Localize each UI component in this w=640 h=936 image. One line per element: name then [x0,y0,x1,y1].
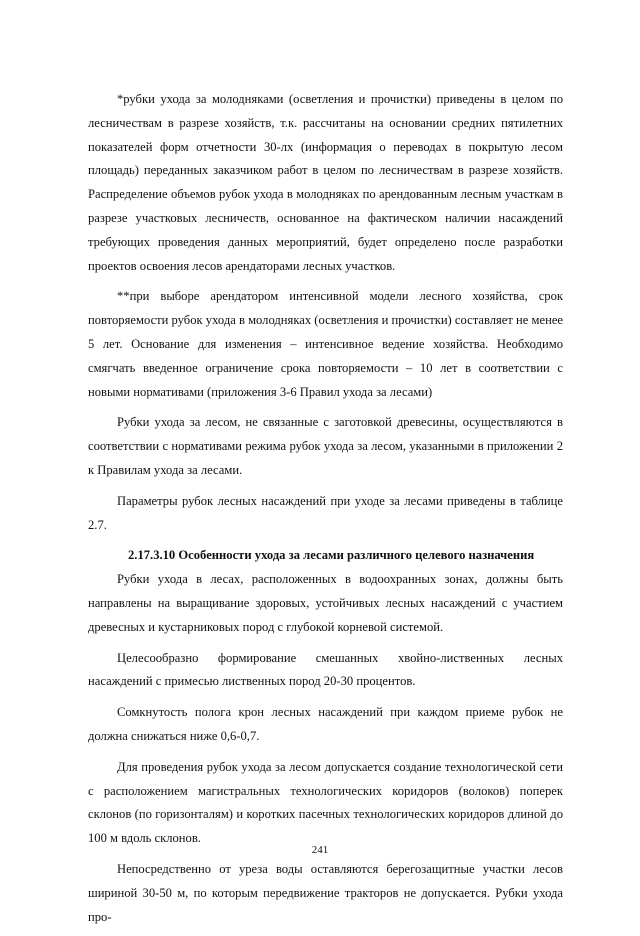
page-body [88,88,563,936]
paragraph-shore-protection: Непосредственно от уреза воды оставляются берегозащитные участки лесов шириной 30-50 м, по которым передвижение тракторов не допускается. Рубки ухода про- [88,861,563,924]
paragraph-water-protection-zones: Рубки ухода в лесах, расположенных в водоохранных зонах, должны быть направлены на выращивание здоровых, устойчивых лесных насаждений с участием древесных и кустарниковых пород с глубокой корневой системой. [88,572,563,634]
page-number: 241 [311,844,329,856]
section-heading: 2.17.3.10 Особенности ухода за лесами различного целевого назначения [128,548,535,563]
paragraph-footnote-intensive-model: **при выборе арендатором интенсивной модели лесного хозяйства, срок повторяемости рубок ухода в молодняках (осветления и прочистки) составляет не менее 5 лет. Основание для изменения – интенсивное ведение хозяйства. Необходимо смягчать введенное ограничение срока повторяемости – 10 лет в соответствии с новыми нормативами (приложения 3-6 Правил ухода за лесами) [88,289,563,399]
paragraph-technological-network: Для проведения рубок ухода за лесом допускается создание технологической сети с расположением магистральных технологических коридоров (волоков) поперек склонов (по горизонталям) и коротких пасечных технологических коридоров длиной до 100 м вдоль склонов. [88,759,563,846]
paragraph-table-reference: Параметры рубок лесных насаждений при уходе за лесами приведены в таблице 2.7. [88,493,563,532]
paragraph-footnote-young-stands: *рубки ухода за молодняками (осветления и прочистки) приведены в целом по лесничествам в разрезе хозяйств, т.к. рассчитаны на основании средних пятилетних показателей форм отчетности 30-лх (информация о переводах в покрытую лесом площадь) переданных заказчиком работ в целом по лесничествам в разрезе хозяйств. Распределение объемов рубок ухода в молодняках по арендованным лесным участкам в разрезе участковых лесничеств, основанное на фактическом наличии насаждений требующих проведения данных мероприятий, будет определено после разработки проектов освоения лесов арендаторами лесных участков. [88,92,563,273]
paragraph-non-harvest-thinning: Рубки ухода за лесом, не связанные с заготовкой древесины, осуществляются в соответствии с нормативами режима рубок ухода за лесом, указанными в приложении 2 к Правилам ухода за лесами. [88,415,563,477]
paragraph-canopy-closure: Сомкнутость полога крон лесных насаждений при каждом приеме рубок не должна снижаться ниже 0,6-0,7. [88,705,563,743]
paragraph-mixed-stands: Целесообразно формирование смешанных хвойно-лиственных лесных насаждений с примесью лиственных пород 20-30 процентов. [88,650,563,689]
